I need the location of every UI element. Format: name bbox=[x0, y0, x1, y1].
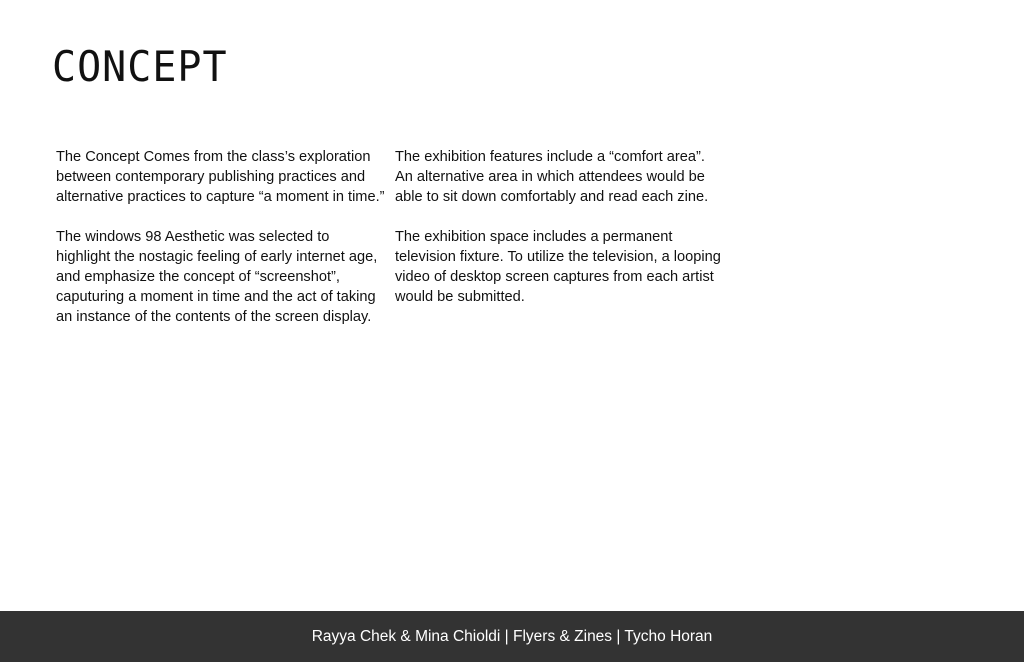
television-paragraph: The exhibition space includes a permanent television fixture. To utilize the television, a looping video of desktop screen captures from each artist would be submitted. bbox=[395, 229, 721, 305]
footer-bar bbox=[0, 611, 1024, 662]
right-column bbox=[395, 147, 725, 327]
comfort-area-paragraph: The exhibition features include a “comfort area”. An alternative area in which attendees would be able to sit down comfortably and read each zine. bbox=[395, 149, 709, 205]
concept-paragraph: The Concept Comes from the class’s exploration between contemporary publishing practices and alternative practices to capture “a moment in time.” bbox=[56, 149, 385, 205]
aesthetic-paragraph: The windows 98 Aesthetic was selected to highlight the nostagic feeling of early internet age, and emphasize the concept of “screenshot”, caputuring a moment in time and the act of taking an instance of the contents of the screen display. bbox=[56, 229, 378, 325]
footer-credits: Rayya Chek & Mina Chioldi | Flyers & Zines | Tycho Horan bbox=[311, 627, 713, 645]
page-title: CONCEPT bbox=[52, 42, 228, 92]
left-column bbox=[56, 147, 386, 347]
